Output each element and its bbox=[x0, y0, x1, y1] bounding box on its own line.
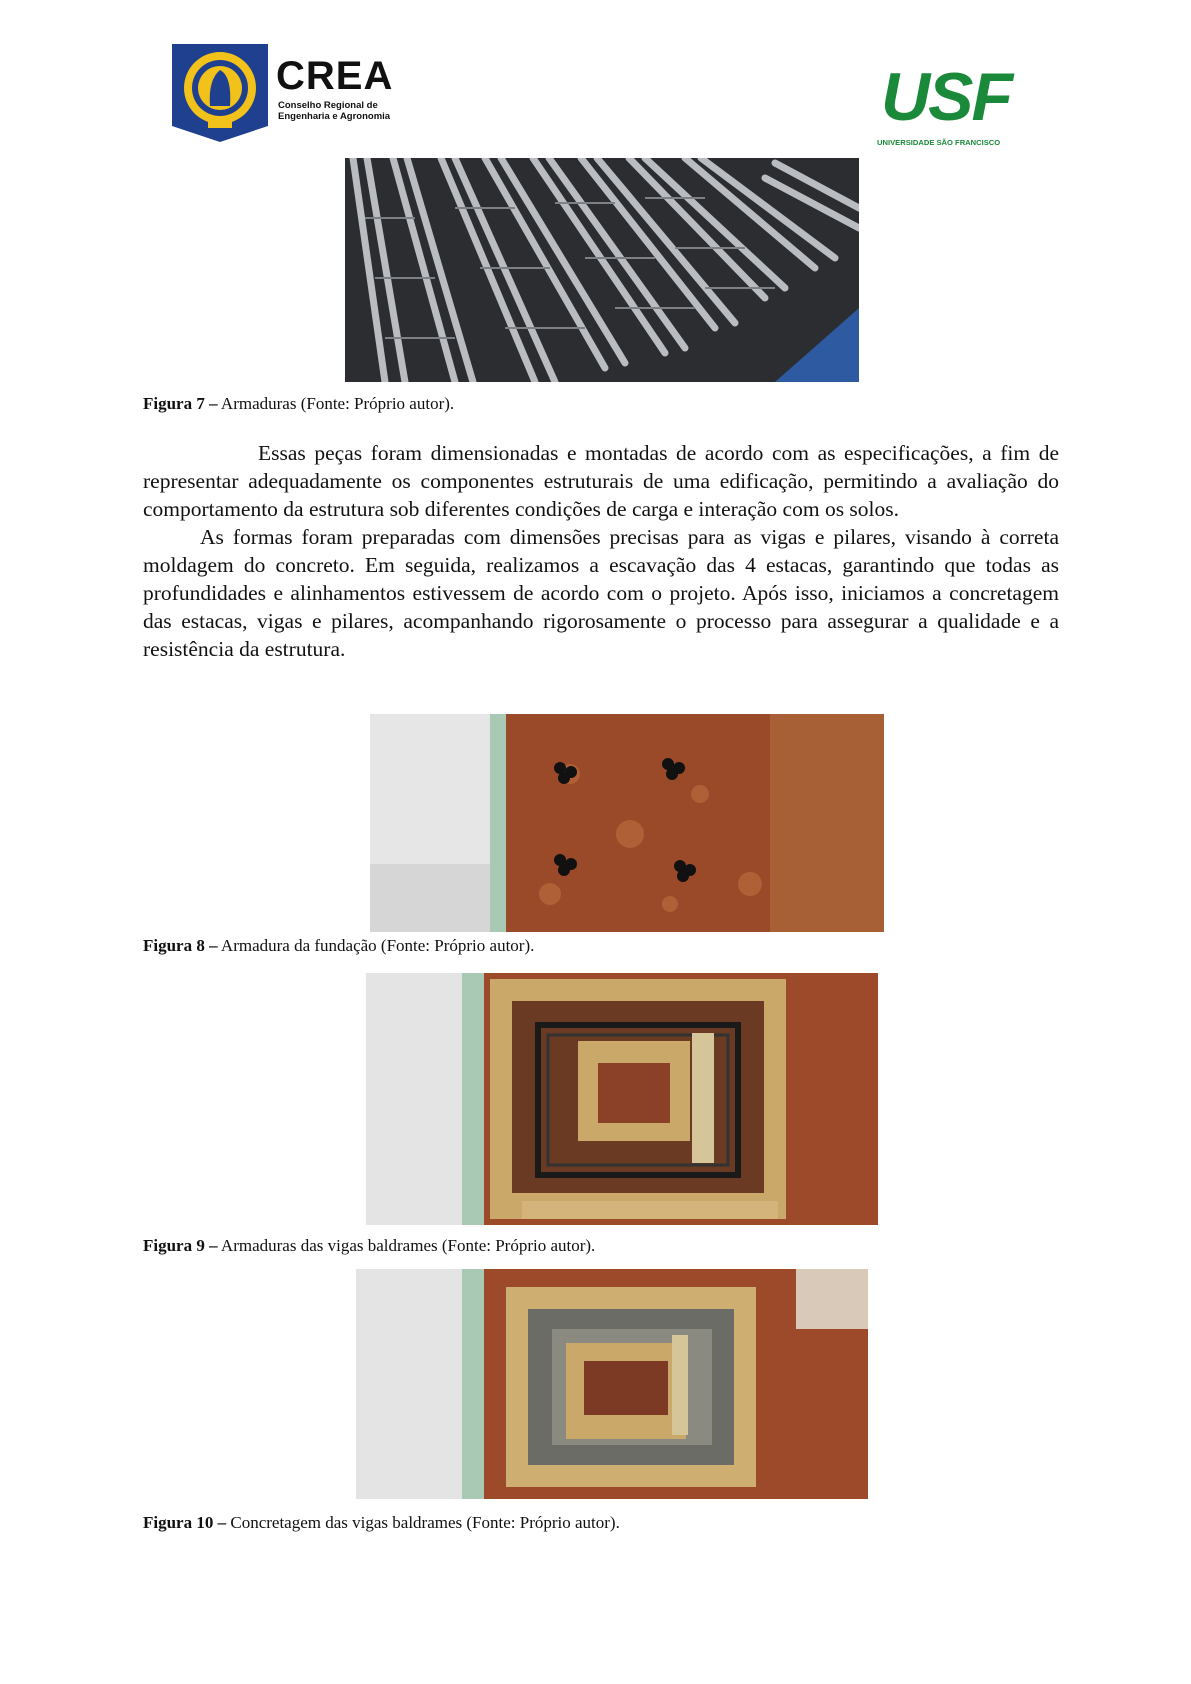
figure-10-text: Concretagem das vigas baldrames (Fonte: Próprio autor). bbox=[226, 1513, 620, 1532]
body-text bbox=[143, 439, 1059, 663]
figure-9-text: Armaduras das vigas baldrames (Fonte: Próprio autor). bbox=[217, 1236, 596, 1255]
paragraph-1: Essas peças foram dimensionadas e montadas de acordo com as especificações, a fim de representar adequadamente os componentes estruturais de uma edificação, permitindo a avaliação do comportamento da estrutura sob diferentes condições de carga e interação com os solos. bbox=[143, 441, 1059, 521]
figure-7-label: Figura 7 – bbox=[143, 394, 218, 413]
crea-emblem-icon bbox=[168, 40, 272, 144]
crea-name: CREA bbox=[276, 54, 394, 98]
crea-subtitle-line1: Conselho Regional de bbox=[278, 100, 378, 111]
crea-subtitle-line2: Engenharia e Agronomia bbox=[278, 111, 391, 122]
usf-name: USF bbox=[881, 59, 1011, 135]
paragraph-2: As formas foram preparadas com dimensões precisas para as vigas e pilares, visando à correta moldagem do concreto. Em seguida, realizamos a escavação das 4 estacas, garantindo que todas as profundidades e alinhamentos estivessem de acordo com o projeto. Após isso, iniciamos a concretagem das estacas, vigas e pilares, acompanhando rigorosamente o processo para assegurar a qualidade e a resistência da estrutura. bbox=[143, 525, 1059, 661]
figure-7-photo bbox=[345, 158, 859, 382]
usf-subtitle: UNIVERSIDADE SÃO FRANCISCO bbox=[877, 138, 1001, 147]
figure-8-caption bbox=[143, 936, 534, 956]
figure-9-caption bbox=[143, 1236, 595, 1256]
figure-8-photo bbox=[370, 714, 884, 932]
figure-8-text: Armadura da fundação (Fonte: Próprio autor). bbox=[217, 936, 535, 955]
figure-9-photo bbox=[366, 973, 878, 1225]
figure-8-label: Figura 8 – bbox=[143, 936, 218, 955]
crea-logo bbox=[168, 40, 398, 144]
figure-7-text: Armaduras (Fonte: Próprio autor). bbox=[217, 394, 455, 413]
figure-7-caption bbox=[143, 394, 454, 414]
figure-10-caption bbox=[143, 1513, 620, 1533]
figure-10-photo bbox=[356, 1269, 868, 1499]
usf-logo bbox=[875, 58, 1025, 150]
figure-10-label: Figura 10 – bbox=[143, 1513, 227, 1532]
figure-9-label: Figura 9 – bbox=[143, 1236, 218, 1255]
